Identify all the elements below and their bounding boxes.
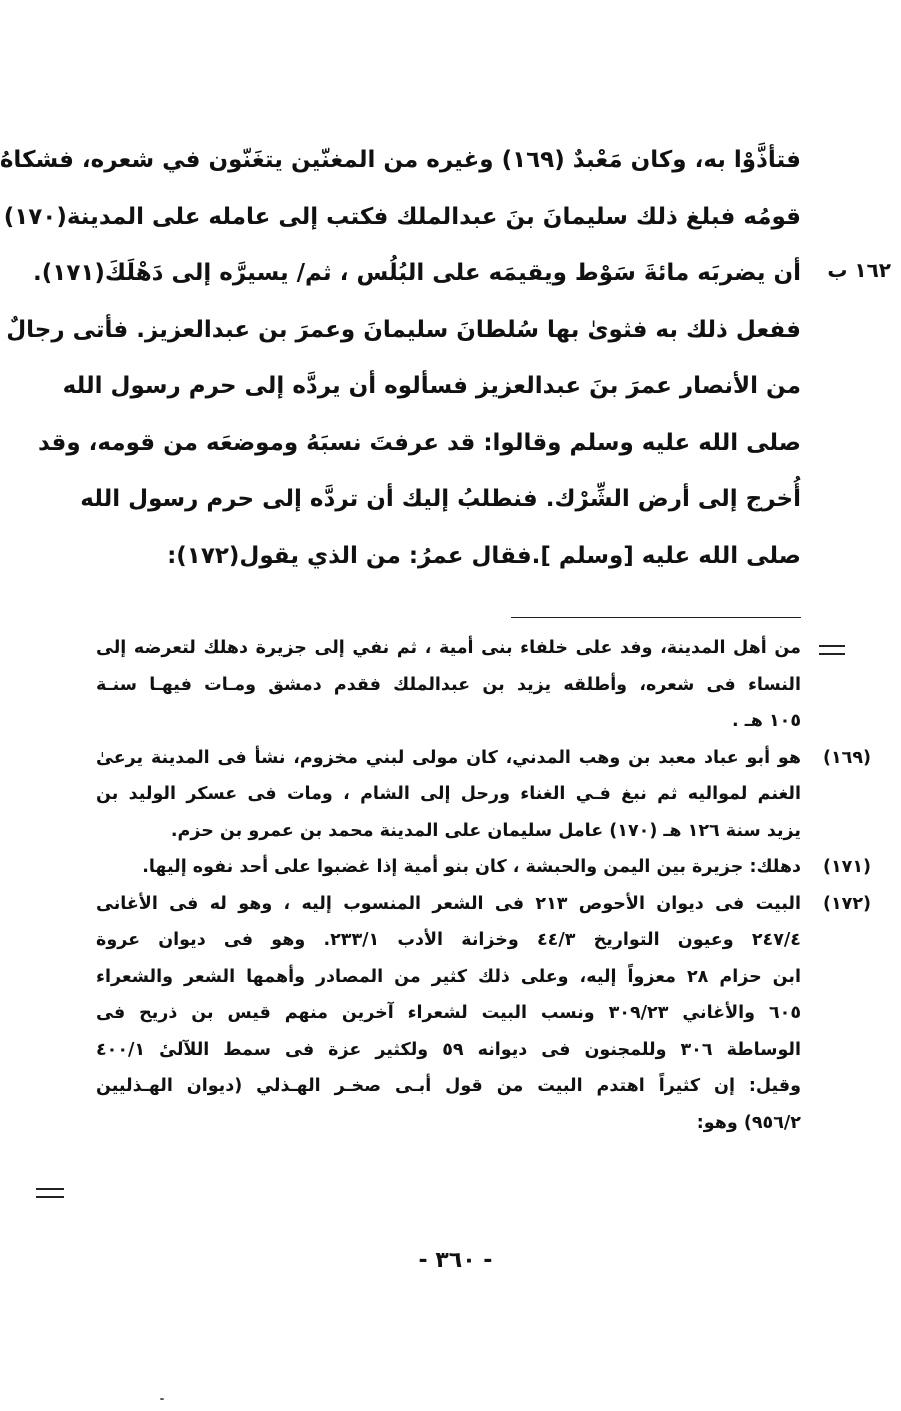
scan-speck <box>160 1398 164 1400</box>
footnote-171 <box>96 849 871 886</box>
footnote-line: ١٠٥ هـ . <box>732 711 801 731</box>
footnote-169 <box>96 740 871 850</box>
main-text-line: قومُه فبلغ ذلك سليمانَ بنَ عبدالملك فكتب إلى عامله على المدينة(١٧٠) <box>3 203 801 230</box>
footnote-line: دهلك: جزيرة بين اليمن والحبشة ، كان بنو أمية إذا غضبوا على أحد نفوه إليها. <box>142 857 801 877</box>
footnote-line: يزيد سنة ١٢٦ هـ (١٧٠) عامل سليمان على المدينة محمد بن عمرو بن حزم. <box>170 820 801 841</box>
main-text-line: فتأذَّوْا به، وكان مَعْبدٌ (١٦٩) وغيره من المغنّين يتغَنّون في شعره، فشكاهُ <box>0 147 801 173</box>
main-text-line: صلى الله عليه [وسلم ].فقال عمرُ: من الذي يقول(١٧٢): <box>167 542 801 569</box>
main-text-line: صلى الله عليه وسلم وقالوا: قد عرفتَ نسبَهُ وموضعَه من قومه، وقد <box>38 429 801 456</box>
footnote-line: البيت فى ديوان الأحوص ٢١٣ فى الشعر المنسوب إليه ، وهو له فى الأغانى <box>96 893 801 914</box>
footnote-separator <box>511 617 801 618</box>
footnote-number: (١٧٢) <box>822 893 871 914</box>
footnote-line: الوساطة ٣٠٦ وللمجنون فى ديوانه ٥٩ ولكثير عزة فى سمط اللآلىٔ ٤٠٠/١ <box>96 1039 801 1060</box>
footnote-line: من أهل المدينة، وفد على خلفاء بنى أمية ، ثم نفي إلى جزيرة دهلك لتعرضه إلى <box>96 638 801 658</box>
manuscript-folio-marker: ١٦٢ ب <box>827 258 891 282</box>
main-text-line: ففعل ذلك به فثوىٰ بها سُلطانَ سليمانَ وعمرَ بن عبدالعزيز. فأتى رجالٌ <box>6 316 801 343</box>
footnote-172 <box>96 886 871 1142</box>
footnote-continued <box>96 630 801 740</box>
main-text-line: أن يضربَه مائةَ سَوْط ويقيمَه على البُلُس ، ثم/ يسيرَّه إلى دَهْلَكَ(١٧١). <box>33 260 801 286</box>
footnote-line: هو أبو عباد معبد بن وهب المدني، كان مولى لبني مخزوم، نشأ فى المدينة يرعىٰ <box>96 747 801 768</box>
footnote-number: (١٧١) <box>822 857 871 877</box>
footnote-line: ٢٤٧/٤ وعيون التواريخ ٤٤/٣ وخزانة الأدب ٢٣٣/١. وهو فى ديوان عروة <box>96 930 801 950</box>
main-text-line: أُخرج إلى أرض الشِّرْك. فنطلبُ إليك أن تردَّه إلى حرم رسول الله <box>80 486 801 512</box>
footnotes <box>96 630 871 1141</box>
page-number: - ٣٦٠ - <box>418 1248 493 1273</box>
footnote-line: ٩٥٦/٢) وهو: <box>696 1112 801 1133</box>
footnote-line: النساء فى شعره، وأطلقه يزيد بن عبدالملك فقدم دمشق ومـات فيهـا سنـة <box>96 674 801 695</box>
main-text-line: من الأنصار عمرَ بنَ عبدالعزيز فسألوه أن يردَّه إلى حرم رسول الله <box>62 373 801 399</box>
main-text <box>0 132 801 584</box>
continuation-mark <box>819 645 845 655</box>
footnote-line: الغنم لمواليه ثم نبغ فـي الغناء ورحل إلى الشام ، ومات فى عسكر الوليد بن <box>96 784 801 804</box>
footnote-line: ٦٠٥ والأغاني ٣٠٩/٢٣ ونسب البيت لشعراء آخرين منهم قيس بن ذريح فى <box>96 1003 801 1023</box>
footnote-line: ابن حزام ٢٨ معزواً إليه، وعلى ذلك كثير من المصادر وأهمها الشعر والشعراء <box>96 966 802 987</box>
footnote-line: وقيل: إن كثيراً اهتدم البيت من قول أبـى صخـر الهـذلي (ديوان الهـذليين <box>96 1076 801 1096</box>
footnote-number: (١٦٩) <box>822 747 871 768</box>
continuation-mark <box>36 1188 64 1198</box>
